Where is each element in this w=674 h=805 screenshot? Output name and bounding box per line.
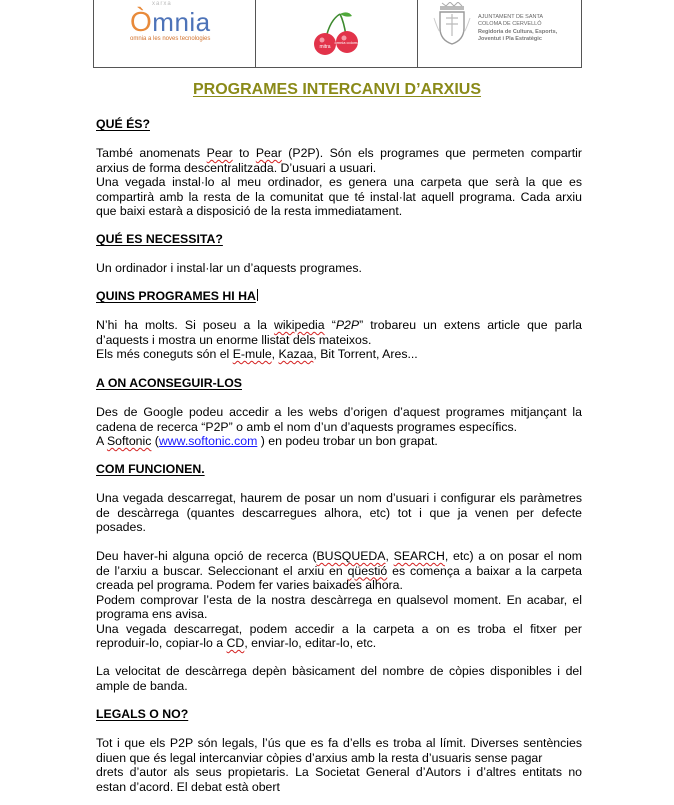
text-cursor (257, 289, 258, 301)
paragraph-line: de descàrrega (quantes descarregues alhora, etc) tot i que ja venen per defecte (96, 505, 582, 520)
section-body-com-funcionen-1 (96, 491, 582, 535)
paragraph-line: Un ordinador i instal·lar un d’aquests programes. (96, 261, 362, 275)
document-title: PROGRAMES INTERCANVI D’ARXIUS (192, 81, 482, 98)
section-body-que-es (96, 146, 582, 219)
cherry-logo-cell (256, 0, 418, 67)
ajuntament-name: AJUNTAMENT DE SANTA COLOMA DE CERVELLÓ (478, 14, 544, 27)
section-body-a-on-aconseguir (96, 405, 582, 449)
paragraph-line: També anomenats Pear to Pear (P2P). Són els programes que permeten compartir (96, 146, 582, 160)
paragraph-line: posades. (96, 520, 146, 534)
paragraph-line: drets d’autor als seus propietaris. La Societat General d’Autors i d’altres entitats no (96, 765, 582, 779)
omnia-small-text: xarxa (152, 1, 172, 7)
section-heading-que-es: QUÉ ÉS? (96, 117, 150, 131)
paragraph-line: cadena de recerca “P2P” o amb el nom d’un d’aquests programes específics. (96, 419, 518, 434)
paragraph-line: de l’arxiu a buscar. Seleccionant el arxiu en qüestió es comença a baixar a la carpeta (96, 563, 582, 578)
paragraph-line: creada pel programa. Podem fer varies baixades alhora. (96, 578, 403, 592)
ajuntament-logo-cell (418, 0, 581, 67)
omnia-tagline: omnia a les noves tecnologies (130, 36, 211, 42)
paragraph-line: d’aquests i mostra un enorme llistat dels mateixos. (96, 332, 372, 347)
paragraph-line: Des de Google podeu accedir a les webs d’origen d’aquest programes mitjançant la (96, 405, 582, 419)
paragraph-line: Els més coneguts són el E-mule, Kazaa, Bit Torrent, Ares... (96, 347, 418, 361)
paragraph-line: Una vegada descarregat, haurem de posar un nom d’usuari i configurar els paràmetres (96, 491, 582, 505)
paragraph-line: compartirà amb la resta de la comunitat que té instal·lat aquell programa. Cada arxiu (96, 189, 582, 204)
paragraph-line: Deu haver-hi alguna opció de recerca (BUSQUEDA, SEARCH, etc) a on posar el nom (96, 549, 582, 563)
section-heading-que-es-necessita: QUÉ ES NECESSITA? (96, 232, 223, 246)
regidoria-name: Regidoria de Cultura, Esports, Joventut i Pla Estratègic (478, 29, 558, 42)
cherry-left-label: mitra (319, 44, 331, 50)
omnia-logo: Òmnia (130, 6, 211, 37)
paragraph-line: Una vegada instal·lo al meu ordinador, es genera una carpeta que serà la que es (96, 175, 582, 189)
section-heading-a-on-aconseguir: A ON ACONSEGUIR-LOS (96, 376, 242, 390)
paragraph-line: Tot i que els P2P són legals, l’ús que es fa d’ells es troba al límit. Diverses sentències (96, 736, 582, 750)
cherry-logo-icon (306, 10, 370, 58)
paragraph-line: A Softonic (www.softonic.com ) en podeu trobar un bon grapat. (96, 434, 438, 448)
section-body-quins-programes (96, 318, 582, 362)
paragraph-line: La velocitat de descàrrega depèn bàsicament del nombre de còpies disponibles i del (96, 664, 582, 678)
softonic-link[interactable]: www.softonic.com (158, 434, 258, 448)
paragraph-line: Podem comprovar l’esta de la nostra descàrrega en qualsevol moment. En acabar, el (96, 592, 582, 607)
section-body-que-es-necessita (96, 261, 582, 276)
cherry-right-label: omnia coloma (334, 40, 360, 45)
omnia-logo-cell (94, 0, 256, 67)
paragraph-line: Una vegada descarregat, podem accedir a la carpeta a on es troba el fitxer per (96, 621, 582, 636)
paragraph-line: estan d’acord. El debat està obert (96, 779, 280, 794)
section-heading-com-funcionen: COM FUNCIONEN. (96, 462, 205, 476)
section-heading-quins-programes: QUINS PROGRAMES HI HA (96, 289, 256, 303)
paragraph-line: N’hi ha molts. Si poseu a la wikipedia “P2P” trobareu un extens article que parla (96, 318, 583, 332)
paragraph-line: ample de banda. (96, 678, 188, 693)
section-heading-legals-o-no: LEGALS O NO? (96, 707, 189, 721)
paragraph-line: que baixi estarà a disposició de la resta immediatament. (96, 204, 403, 218)
coat-of-arms-icon (432, 2, 472, 46)
paragraph-line: diuen que és legal intercanviar còpies d’arxius amb la resta d’usuaris sense pagar (96, 750, 543, 765)
paragraph-line: reproduir-lo, copiar-lo a CD, enviar-lo, editar-lo, etc. (96, 636, 377, 650)
section-body-com-funcionen-3 (96, 664, 582, 693)
paragraph-line: programa ens avisa. (96, 607, 208, 621)
section-body-com-funcionen-2 (96, 549, 582, 651)
section-body-legals-o-no (96, 736, 582, 794)
header-logo-table (93, 0, 582, 68)
paragraph-line: arxius de forma descentralitzada. D’usuari a usuari. (96, 160, 377, 175)
